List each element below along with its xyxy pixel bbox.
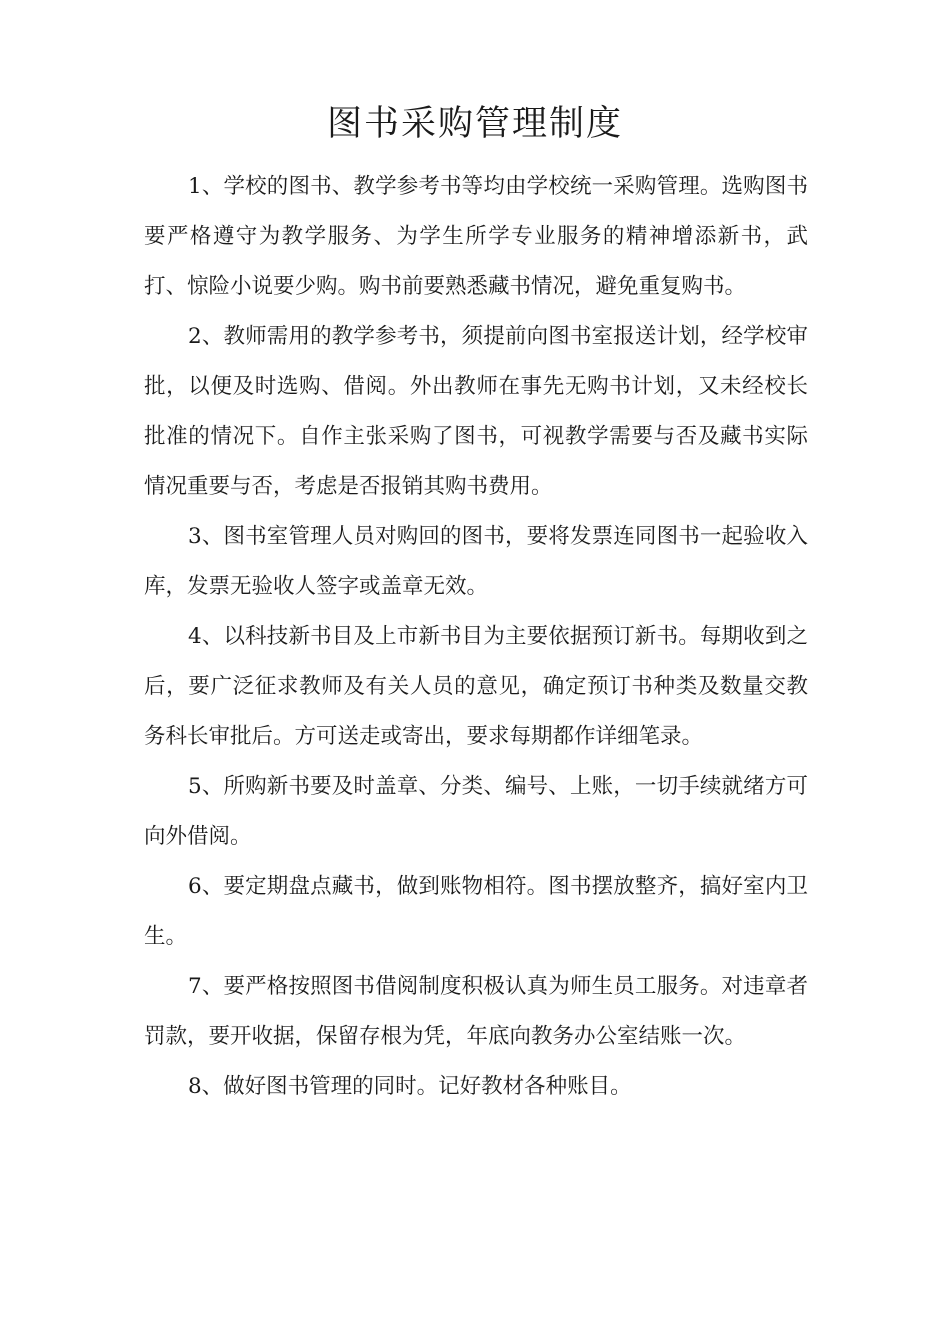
document-title: 图书采购管理制度 — [326, 104, 623, 144]
paragraph-5: 5、所购新书要及时盖章、分类、编号、上账，一切手续就绪方可向外借阅。 — [144, 774, 808, 849]
paragraph-7: 7、要严格按照图书借阅制度积极认真为师生员工服务。对违章者罚款，要开收据，保留存根为凭，年底向教务办公室结账一次。 — [144, 974, 808, 1049]
paragraph-6: 6、要定期盘点藏书，做到账物相符。图书摆放整齐，搞好室内卫生。 — [144, 874, 808, 949]
document-body — [144, 162, 808, 1112]
paragraph-4: 4、以科技新书目及上市新书目为主要依据预订新书。每期收到之后，要广泛征求教师及有关人员的意见，确定预订书种类及数量交教务科长审批后。方可送走或寄出，要求每期都作详细笔录。 — [144, 624, 808, 749]
paragraph-2: 2、教师需用的教学参考书，须提前向图书室报送计划，经学校审批，以便及时选购、借阅。外出教师在事先无购书计划，又未经校长批准的情况下。自作主张采购了图书，可视教学需要与否及藏书实际情况重要与否，考虑是否报销其购书费用。 — [144, 324, 808, 499]
paragraph-8: 8、做好图书管理的同时。记好教材各种账目。 — [188, 1074, 632, 1099]
paragraph-1: 1、学校的图书、教学参考书等均由学校统一采购管理。选购图书要严格遵守为教学服务、为学生所学专业服务的精神增添新书，武打、惊险小说要少购。购书前要熟悉藏书情况，避免重复购书。 — [144, 174, 808, 299]
paragraph-3: 3、图书室管理人员对购回的图书，要将发票连同图书一起验收入库，发票无验收人签字或盖章无效。 — [144, 524, 808, 599]
